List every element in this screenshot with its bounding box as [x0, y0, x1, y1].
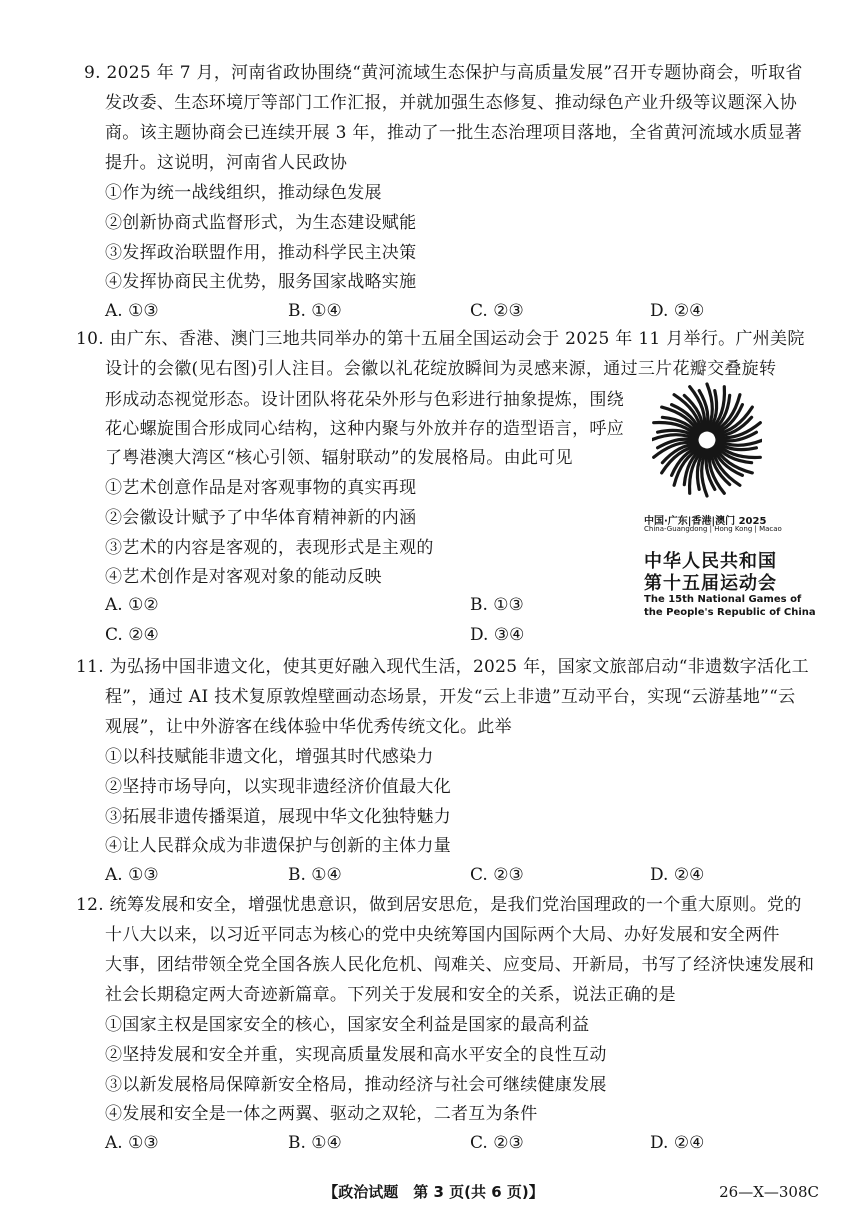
option-statement: ②坚持发展和安全并重，实现高质量发展和高水平安全的良性互动	[105, 1045, 607, 1065]
question-text-line: 形成动态视觉形态。设计团队将花朵外形与色彩进行抽象提炼，围绕	[105, 390, 624, 410]
question-text-line: 了粤港澳大湾区“核心引领、辐射联动”的发展格局。由此可见	[105, 448, 573, 468]
emblem-brand-sub: China-Guangdong | Hong Kong | Macao	[644, 525, 782, 533]
option-statement: ③艺术的内容是客观的，表现形式是主观的	[105, 538, 434, 558]
option-statement: ①国家主权是国家安全的核心，国家安全利益是国家的最高利益	[105, 1015, 590, 1035]
option-statement: ④让人民群众成为非遗保护与创新的主体力量	[105, 836, 451, 856]
question-text-line: 大事，团结带领全党全国各族人民化危机、闯难关、应变局、开新局，书写了经济快速发展和	[105, 955, 815, 975]
option-statement: ①艺术创意作品是对客观事物的真实再现	[105, 478, 417, 498]
question-text-line: 社会长期稳定两大奇迹新篇章。下列关于发展和安全的关系，说法正确的是	[105, 985, 676, 1005]
option-statement: ①以科技赋能非遗文化，增强其时代感染力	[105, 747, 434, 767]
choice-d: D. ②④	[650, 865, 705, 885]
choice-c: C. ②③	[470, 301, 524, 321]
choice-a: A. ①③	[105, 1133, 159, 1153]
option-statement: ②坚持市场导向，以实现非遗经济价值最大化	[105, 777, 451, 797]
choice-b: B. ①④	[288, 865, 342, 885]
question-text-line: 11. 为弘扬中国非遗文化，使其更好融入现代生活，2025 年，国家文旅部启动“非遗数字活化工	[76, 657, 809, 677]
question-text-line: 花心螺旋围合形成同心结构，这种内聚与外放并存的造型语言，呼应	[105, 419, 624, 439]
question-text-line: 发改委、生态环境厅等部门工作汇报，并就加强生态修复、推动绿色产业升级等议题深入协	[105, 93, 797, 113]
choice-a: A. ①③	[105, 301, 159, 321]
choice-d: D. ③④	[470, 625, 525, 645]
question-text-line: 商。该主题协商会已连续开展 3 年，推动了一批生态治理项目落地，全省黄河流域水质显著	[105, 123, 803, 143]
option-statement: ①作为统一战线组织，推动绿色发展	[105, 183, 382, 203]
option-statement: ③发挥政治联盟作用，推动科学民主决策	[105, 243, 417, 263]
emblem-en-line2: the People's Republic of China	[644, 607, 816, 618]
question-text-line: 10. 由广东、香港、澳门三地共同举办的第十五届全国运动会于 2025 年 11 月举行。广州美院	[76, 329, 805, 349]
choice-b: B. ①④	[288, 1133, 342, 1153]
option-statement: ②会徽设计赋予了中华体育精神新的内涵	[105, 508, 417, 528]
question-text-line: 观展”，让中外游客在线体验中华优秀传统文化。此举	[105, 717, 512, 737]
emblem-en-line1: The 15th National Games of	[644, 594, 802, 605]
question-text-line: 12. 统筹发展和安全，增强忧患意识，做到居安思危，是我们党治国理政的一个重大原则。党的	[76, 895, 802, 915]
choice-c: C. ②④	[105, 625, 159, 645]
games-emblem	[640, 372, 816, 622]
option-statement: ③以新发展格局保障新安全格局，推动经济与社会可继续健康发展	[105, 1075, 607, 1095]
choice-c: C. ②③	[470, 1133, 524, 1153]
emblem-core	[701, 434, 713, 446]
question-text-line: 十八大以来，以习近平同志为核心的党中央统筹国内国际两个大局、办好发展和安全两件	[105, 925, 780, 945]
question-text-line: 程”，通过 AI 技术复原敦煌壁画动态场景，开发“云上非遗”互动平台，实现“云游基地”“云	[105, 687, 796, 707]
option-statement: ④发挥协商民主优势，服务国家战略实施	[105, 272, 417, 292]
choice-b: B. ①③	[470, 595, 524, 615]
emblem-cn-line1: 中华人民共和国	[644, 551, 777, 572]
question-text-line: 设计的会徽(见右图)引人注目。会徽以礼花绽放瞬间为灵感来源，通过三片花瓣交叠旋转	[105, 359, 777, 379]
choice-b: B. ①④	[288, 301, 342, 321]
question-text-line: 提升。这说明，河南省人民政协	[105, 153, 348, 173]
page-footer-title: 【政治试题 第 3 页(共 6 页)】	[323, 1183, 544, 1201]
choice-d: D. ②④	[650, 1133, 705, 1153]
option-statement: ③拓展非遗传播渠道，展现中华文化独特魅力	[105, 807, 451, 827]
paper-code: 26—X—308C	[719, 1183, 819, 1201]
firework-emblem-icon	[652, 372, 762, 502]
option-statement: ②创新协商式监督形式，为生态建设赋能	[105, 213, 417, 233]
choice-a: A. ①③	[105, 865, 159, 885]
option-statement: ④发展和安全是一体之两翼、驱动之双轮，二者互为条件	[105, 1104, 538, 1124]
choice-c: C. ②③	[470, 865, 524, 885]
emblem-cn-line2: 第十五届运动会	[644, 573, 777, 594]
option-statement: ④艺术创作是对客观对象的能动反映	[105, 567, 382, 587]
choice-a: A. ①②	[105, 595, 159, 615]
choice-d: D. ②④	[650, 301, 705, 321]
question-text-line: 9. 2025 年 7 月，河南省政协围绕“黄河流域生态保护与高质量发展”召开专题协商会，听取省	[84, 63, 803, 83]
emblem-brand-line: 中国·广东|香港|澳门 2025	[644, 516, 767, 527]
